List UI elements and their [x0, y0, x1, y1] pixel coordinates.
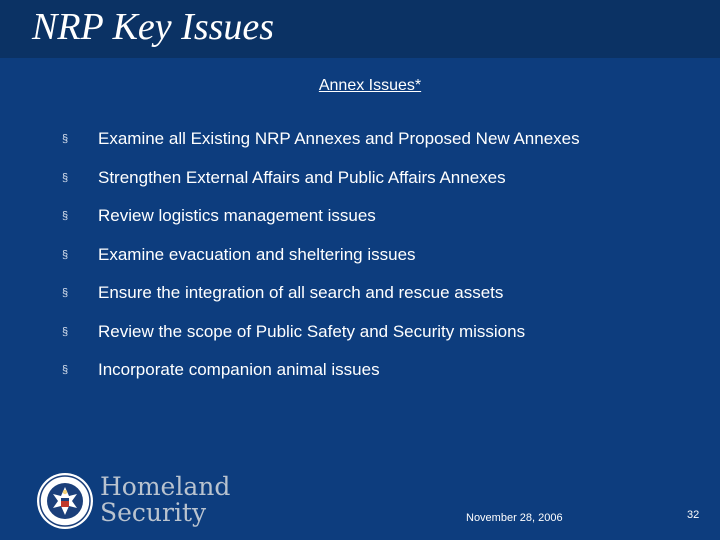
bullet-item: [62, 205, 580, 244]
bullet-marker-icon: §: [62, 248, 69, 261]
dhs-seal-icon: [36, 472, 94, 530]
page-number: 32: [687, 509, 700, 521]
bullet-marker-icon: §: [62, 171, 69, 184]
bullet-marker-icon: §: [62, 287, 69, 299]
bullet-item: [62, 321, 580, 360]
bullet-item: [62, 244, 580, 283]
logo-line1: Homeland: [100, 472, 231, 501]
bullet-text: Examine evacuation and sheltering issues: [98, 244, 416, 264]
slide-subtitle: Annex Issues*: [318, 77, 422, 94]
slide-title: NRP Key Issues: [32, 6, 275, 48]
slide-date: November 28, 2006: [466, 512, 563, 524]
homeland-security-logo: [36, 472, 236, 532]
bullet-item: [62, 128, 580, 167]
bullet-text: Examine all Existing NRP Annexes and Proposed New Annexes: [98, 129, 580, 148]
bullet-marker-icon: §: [62, 210, 69, 222]
bullet-item: [62, 359, 580, 398]
bullet-text: Strengthen External Affairs and Public Affairs Annexes: [98, 167, 506, 187]
bullet-text: Incorporate companion animal issues: [98, 360, 380, 379]
bullet-item: [62, 167, 580, 206]
bullet-marker-icon: §: [62, 364, 69, 376]
logo-line2: Security: [100, 498, 207, 527]
bullet-list: [62, 128, 580, 398]
bullet-text: Review the scope of Public Safety and Security missions: [98, 321, 526, 341]
bullet-marker-icon: §: [62, 325, 69, 338]
bullet-marker-icon: §: [62, 133, 69, 145]
bullet-item: [62, 282, 580, 321]
bullet-text: Ensure the integration of all search and rescue assets: [98, 283, 504, 302]
bullet-text: Review logistics management issues: [98, 206, 376, 225]
